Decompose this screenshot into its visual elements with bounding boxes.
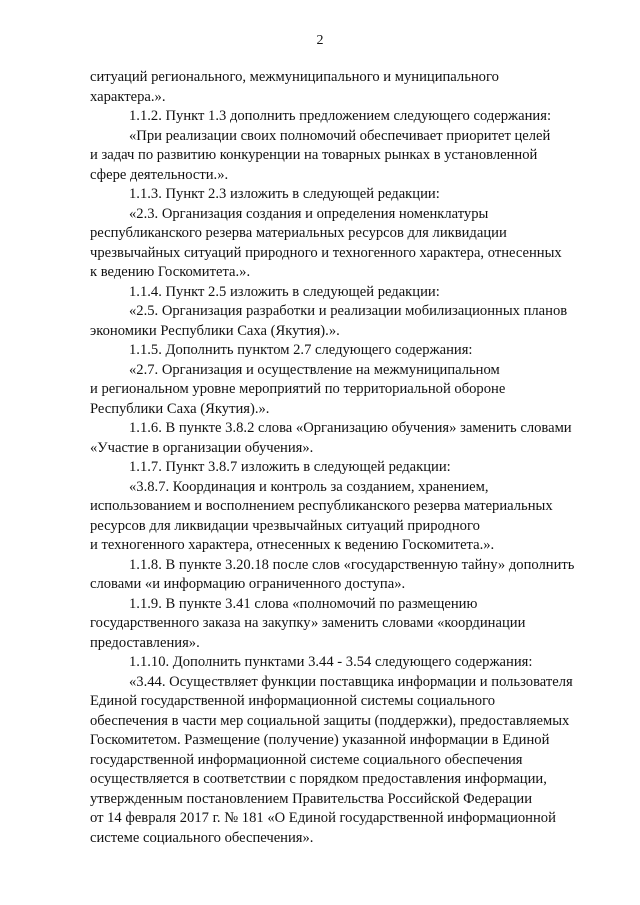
paragraph: 1.1.7. Пункт 3.8.7 изложить в следующей редакции: [129,459,451,475]
paragraph: 1.1.9. В пункте 3.41 слова «полномочий по размещению государственного заказа на закупку» заменить словами «координации предоставления». [90,595,526,651]
paragraph: 1.1.2. Пункт 1.3 дополнить предложением следующего содержания: [129,108,551,124]
paragraph: «2.3. Организация создания и определения номенклатуры республиканского резерва материальных ресурсов для ликвидации чрезвычайных ситуаций природного и техногенного характера, отнесенных к ведению Госкомитета.». [90,205,562,280]
page-number: 2 [316,33,324,48]
paragraph: 1.1.10. Дополнить пунктами 3.44 - 3.54 следующего содержания: [129,654,533,670]
paragraph: 1.1.8. В пункте 3.20.18 после слов «государственную тайну» дополнить словами «и информацию ограниченного доступа». [90,556,575,592]
paragraph: «3.44. Осуществляет функции поставщика информации и пользователя Единой государственной информационной системы социального обеспечения в части мер социальной защиты (поддержки), предоставляемых Госкомитетом. Размещение (получение) указанной информации в Единой государственной информационной системе социального обеспечения осуществляется в соответствии с порядком предоставления информации, утвержденным постановлением Правительства Российской Федерации от 14 февраля 2017 г. № 181 «О Единой государственной информационной системе социального обеспечения». [90,673,573,846]
document-body [90,68,597,848]
paragraph: ситуаций регионального, межмуниципального и муниципального характера.». [90,69,499,105]
paragraph: «3.8.7. Координация и контроль за созданием, хранением, использованием и восполнением республиканского резерва материальных ресурсов для ликвидации чрезвычайных ситуаций природного и техногенного характера, отнесенных к ведению Госкомитета.». [90,478,553,553]
paragraph: 1.1.3. Пункт 2.3 изложить в следующей редакции: [129,186,440,202]
paragraph: «2.5. Организация разработки и реализации мобилизационных планов экономики Республики Саха (Якутия).». [90,303,568,339]
paragraph: 1.1.5. Дополнить пунктом 2.7 следующего содержания: [129,342,473,358]
paragraph: «При реализации своих полномочий обеспечивает приоритет целей и задач по развитию конкуренции на товарных рынках в установленной сфере деятельности.». [90,127,551,183]
paragraph: 1.1.4. Пункт 2.5 изложить в следующей редакции: [129,283,440,300]
paragraph: 1.1.6. В пункте 3.8.2 слова «Организацию обучения» заменить словами «Участие в организации обучения». [90,420,572,456]
paragraph: «2.7. Организация и осуществление на межмуниципальном и региональном уровне мероприятий по территориальной обороне Республики Саха (Якутия).». [90,361,506,417]
